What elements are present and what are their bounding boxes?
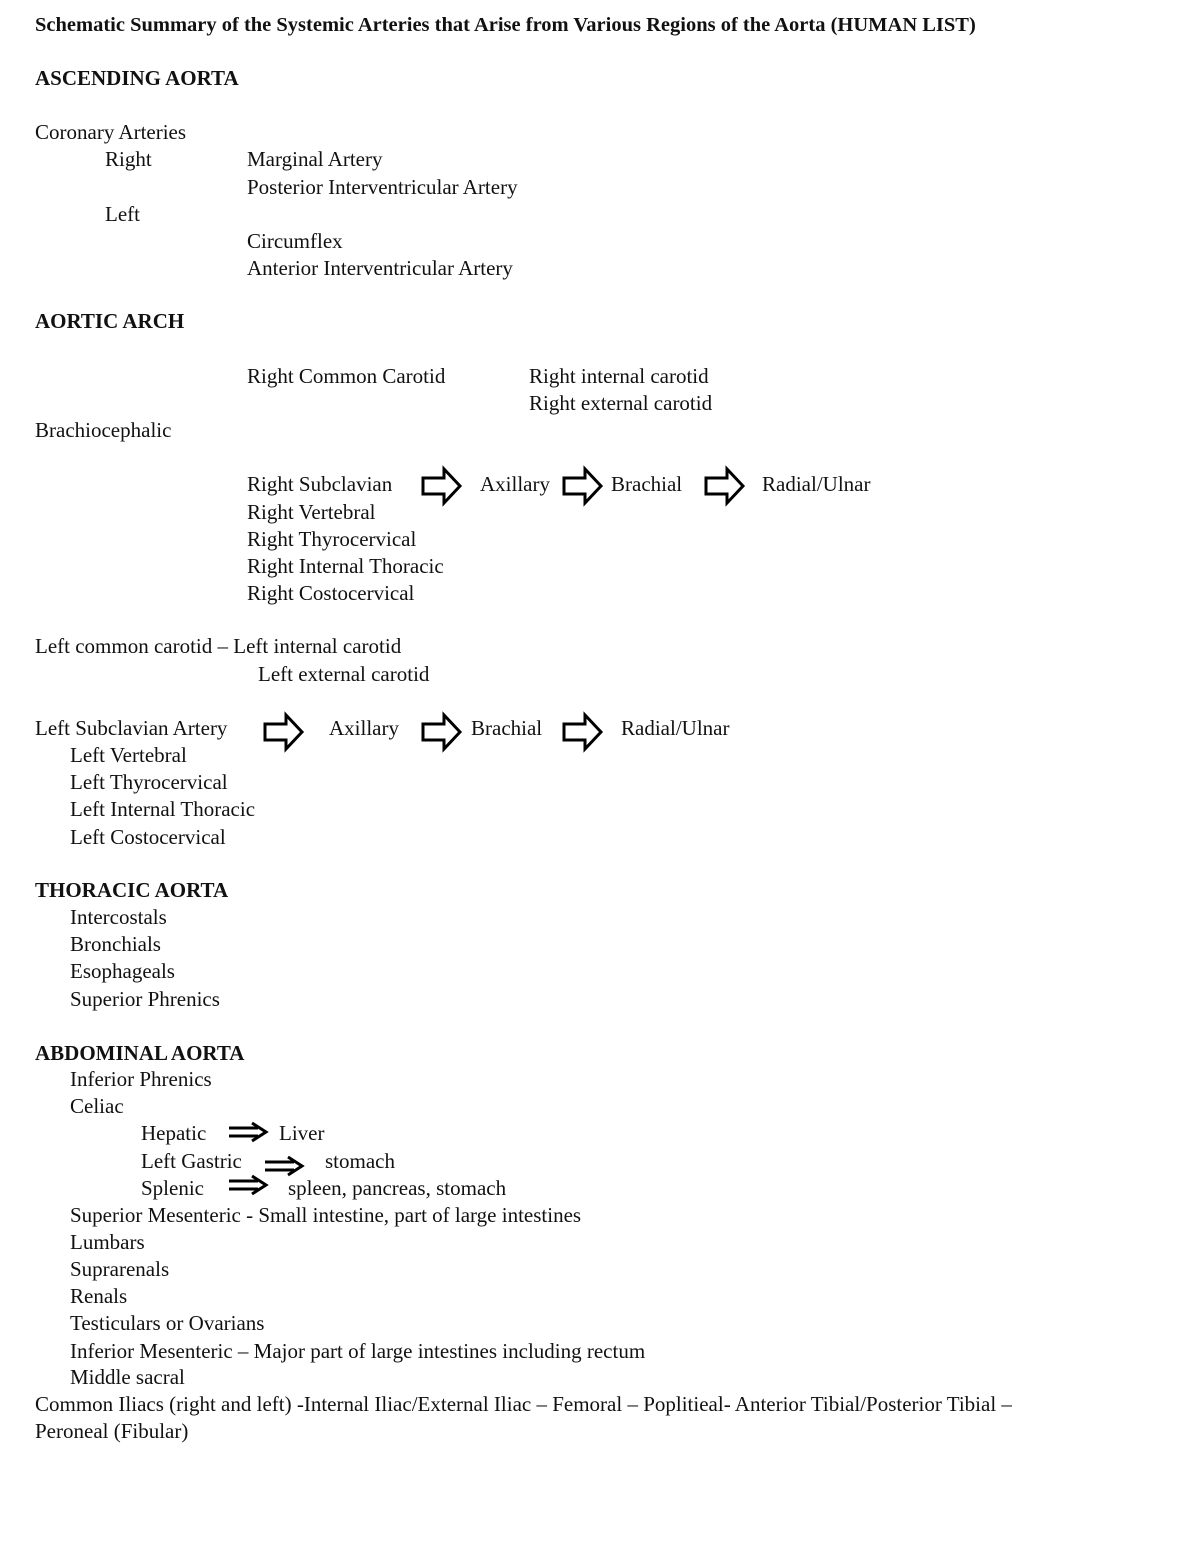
double-line-right-arrow-icon (228, 1122, 268, 1142)
right-internal-carotid: Right internal carotid (529, 364, 709, 388)
posterior-interventricular-artery: Posterior Interventricular Artery (247, 175, 518, 199)
page-title: Schematic Summary of the Systemic Arteries that Arise from Various Regions of the Aorta (HUMAN LIST) (35, 14, 976, 36)
hollow-right-arrow-icon (563, 713, 603, 751)
celiac: Celiac (70, 1094, 124, 1118)
double-line-right-arrow-icon (264, 1156, 304, 1176)
inferior-mesenteric: Inferior Mesenteric – Major part of large intestines including rectum (70, 1339, 646, 1363)
inferior-phrenics: Inferior Phrenics (70, 1067, 212, 1091)
heading-abdominal-aorta: ABDOMINAL AORTA (35, 1041, 245, 1065)
right-thyrocervical: Right Thyrocervical (247, 527, 417, 551)
renals: Renals (70, 1284, 128, 1308)
hepatic: Hepatic (141, 1121, 207, 1145)
bronchials: Bronchials (70, 932, 161, 956)
anterior-interventricular-artery: Anterior Interventricular Artery (247, 256, 513, 280)
left-costocervical: Left Costocervical (70, 825, 226, 849)
right-subclavian: Right Subclavian (247, 472, 393, 496)
esophageals: Esophageals (70, 959, 175, 983)
coronary-right: Right (105, 147, 152, 171)
left-brachial: Brachial (471, 716, 543, 740)
common-iliacs: Common Iliacs (right and left) -Internal Iliac/External Iliac – Femoral – Poplitieal- Anterior Tibial/Posterior Tibial – (35, 1392, 1012, 1416)
right-common-carotid: Right Common Carotid (247, 364, 446, 388)
peroneal-fibular: Peroneal (Fibular) (35, 1419, 189, 1443)
hollow-right-arrow-icon (422, 467, 462, 505)
left-axillary: Axillary (329, 716, 399, 740)
spleen-pancreas-stomach: spleen, pancreas, stomach (288, 1176, 507, 1200)
heading-ascending-aorta: ASCENDING AORTA (35, 66, 239, 90)
hollow-right-arrow-icon (705, 467, 745, 505)
splenic: Splenic (141, 1176, 204, 1200)
left-radial-ulnar: Radial/Ulnar (621, 716, 730, 740)
right-radial-ulnar: Radial/Ulnar (762, 472, 871, 496)
testiculars-or-ovarians: Testiculars or Ovarians (70, 1311, 265, 1335)
hollow-right-arrow-icon (563, 467, 603, 505)
left-external-carotid: Left external carotid (258, 662, 430, 686)
left-gastric: Left Gastric (141, 1149, 242, 1173)
left-vertebral: Left Vertebral (70, 743, 187, 767)
suprarenals: Suprarenals (70, 1257, 170, 1281)
stomach: stomach (325, 1149, 395, 1173)
liver: Liver (279, 1121, 325, 1145)
right-internal-thoracic: Right Internal Thoracic (247, 554, 444, 578)
superior-mesenteric: Superior Mesenteric - Small intestine, part of large intestines (70, 1203, 582, 1227)
right-costocervical: Right Costocervical (247, 581, 415, 605)
right-external-carotid: Right external carotid (529, 391, 713, 415)
left-internal-thoracic: Left Internal Thoracic (70, 797, 256, 821)
left-thyrocervical: Left Thyrocervical (70, 770, 228, 794)
right-brachial: Brachial (611, 472, 683, 496)
heading-thoracic-aorta: THORACIC AORTA (35, 878, 229, 902)
lumbars: Lumbars (70, 1230, 145, 1254)
marginal-artery: Marginal Artery (247, 147, 383, 171)
brachiocephalic: Brachiocephalic (35, 418, 172, 442)
heading-aortic-arch: AORTIC ARCH (35, 309, 185, 333)
hollow-right-arrow-icon (422, 713, 462, 751)
superior-phrenics: Superior Phrenics (70, 987, 220, 1011)
intercostals: Intercostals (70, 905, 167, 929)
middle-sacral: Middle sacral (70, 1365, 185, 1389)
circumflex: Circumflex (247, 229, 343, 253)
left-subclavian-artery: Left Subclavian Artery (35, 716, 228, 740)
coronary-left: Left (105, 202, 140, 226)
coronary-arteries: Coronary Arteries (35, 120, 187, 144)
hollow-right-arrow-icon (264, 713, 304, 751)
right-axillary: Axillary (480, 472, 550, 496)
left-common-carotid: Left common carotid – Left internal carotid (35, 634, 402, 658)
right-vertebral: Right Vertebral (247, 500, 376, 524)
double-line-right-arrow-icon (228, 1175, 268, 1195)
